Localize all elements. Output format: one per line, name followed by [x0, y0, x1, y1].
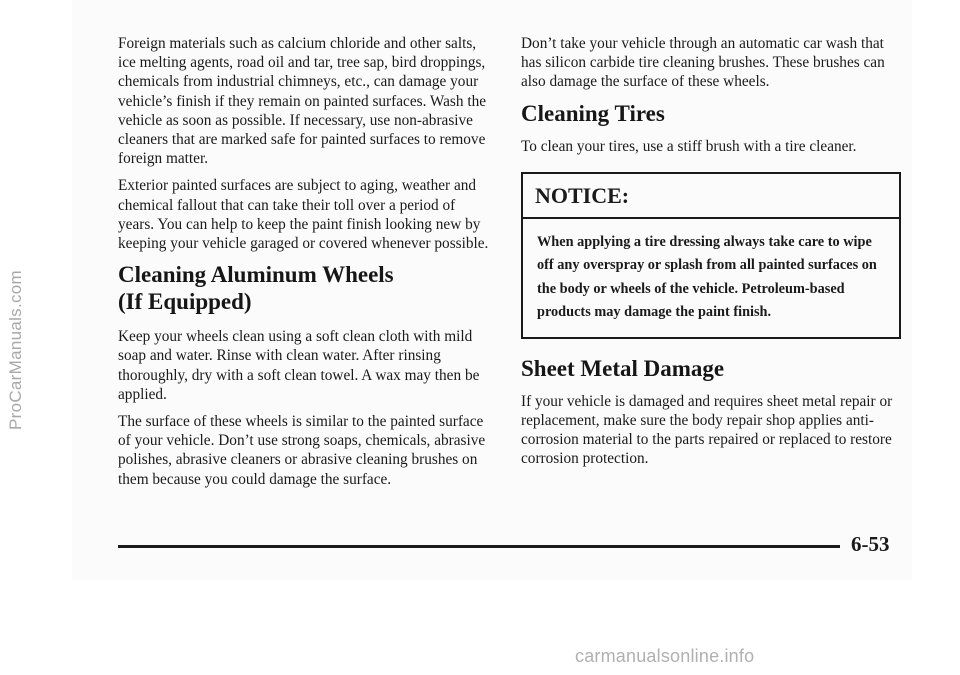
notice-body: When applying a tire dressing always take care to wipe off any overspray or splash from all painted surfaces on the body or wheels of the vehicle. Petroleum-based products may damage the paint finish.	[537, 233, 877, 321]
right-column	[521, 34, 901, 477]
bottom-watermark: carmanualsonline.info	[575, 646, 755, 666]
heading-cleaning-aluminum-wheels	[118, 261, 493, 315]
paragraph-sheet-metal: If your vehicle is damaged and requires sheet metal repair or replacement, make sure the body repair shop applies anti-corrosion material to the parts repaired or replaced to restore corrosion protection.	[521, 392, 893, 468]
footer-rule	[118, 545, 840, 548]
left-column	[118, 34, 493, 497]
paragraph-car-wash: Don’t take your vehicle through an automatic car wash that has silicon carbide tire cleaning brushes. These brushes can also damage the surface of these wheels.	[521, 35, 885, 91]
paragraph-keep-wheels-clean: Keep your wheels clean using a soft clean cloth with mild soap and water. Rinse with clean water. After rinsing thoroughly, dry with a soft clean towel. A wax may then be applied.	[118, 328, 480, 403]
paragraph-exterior-painted: Exterior painted surfaces are subject to aging, weather and chemical fallout that can take their toll over a period of years. You can help to keep the paint finish looking new by keeping your vehicle garaged or covered whenever possible.	[118, 177, 489, 253]
paragraph-foreign-materials: Foreign materials such as calcium chloride and other salts, ice melting agents, road oil and tar, tree sap, bird droppings, chemicals from industrial chimneys, etc., can damage your vehicle’s finish if they remain on painted surfaces. Wash the vehicle as soon as possible. If necessary, use non-abrasive cleaners that are marked safe for painted surfaces to remove foreign matter.	[118, 35, 487, 168]
heading-aluminum-line2: (If Equipped)	[118, 289, 252, 315]
notice-title: NOTICE:	[523, 174, 899, 219]
heading-sheet-metal-damage: Sheet Metal Damage	[521, 355, 725, 381]
heading-aluminum-line1: Cleaning Aluminum Wheels	[118, 262, 394, 288]
side-watermark-text: ProCarManuals.com	[6, 269, 26, 431]
paragraph-clean-tires: To clean your tires, use a stiff brush with a tire cleaner.	[521, 137, 857, 155]
side-watermark	[2, 40, 30, 660]
paragraph-surface-similar: The surface of these wheels is similar to the painted surface of your vehicle. Don’t use strong soaps, chemicals, abrasive polishes, abrasive cleaners or abrasive cleaning brushes on them because you could damage the surface.	[118, 413, 486, 488]
page-number: 6-53	[851, 532, 890, 556]
heading-cleaning-tires: Cleaning Tires	[521, 100, 665, 126]
notice-box	[521, 172, 901, 339]
